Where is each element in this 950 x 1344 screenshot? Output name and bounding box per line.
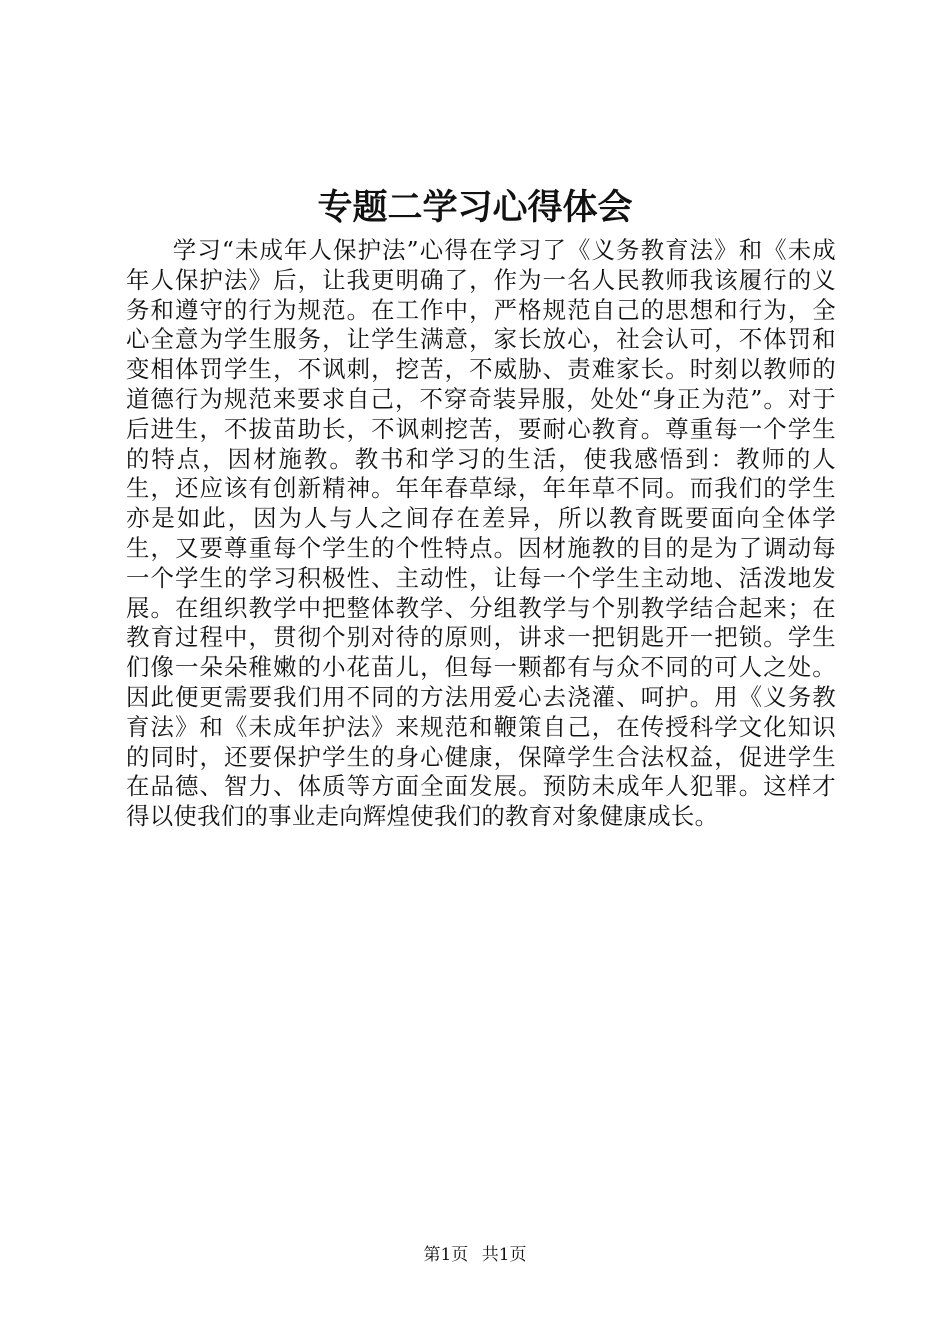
page-number-total: 共1页 [481, 1245, 527, 1265]
page-footer [0, 1244, 950, 1266]
document-title: 专题二学习心得体会 [317, 187, 633, 228]
body-paragraph: 学习“未成年人保护法”心得在学习了《义务教育法》和《未成年人保护法》后，让我更明确了，作为一名人民教师我该履行的义务和遵守的行为规范。在工作中，严格规范自己的思想和行为，全心全意为学生服务，让学生满意，家长放心，社会认可，不体罚和变相体罚学生，不讽刺，挖苦，不威胁、责难家长。时刻以教师的道德行为规范来要求自己，不穿奇装异服，处处“身正为范”。对于后进生，不拔苗助长，不讽刺挖苦，要耐心教育。尊重每一个学生的特点，因材施教。教书和学习的生活，使我感悟到：教师的人生，还应该有创新精神。年年春草绿，年年草不同。而我们的学生亦是如此，因为人与人之间存在差异，所以教育既要面向全体学生，又要尊重每个学生的个性特点。因材施教的目的是为了调动每一个学生的学习积极性、主动性，让每一个学生主动地、活泼地发展。在组织教学中把整体教学、分组教学与个别教学结合起来；在教育过程中，贯彻个别对待的原则，讲求一把钥匙开一把锁。学生们像一朵朵稚嫩的小花苗儿，但每一颗都有与众不同的可人之处。因此便更需要我们用不同的方法用爱心去浇灌、呵护。用《义务教育法》和《未成年护法》来规范和鞭策自己，在传授科学文化知识的同时，还要保护学生的身心健康，保障学生合法权益，促进学生在品德、智力、体质等方面全面发展。预防未成年人犯罪。这样才得以使我们的事业走向辉煌使我们的教育对象健康成长。 [126, 236, 836, 831]
page-number-current: 第1页 [423, 1245, 469, 1265]
